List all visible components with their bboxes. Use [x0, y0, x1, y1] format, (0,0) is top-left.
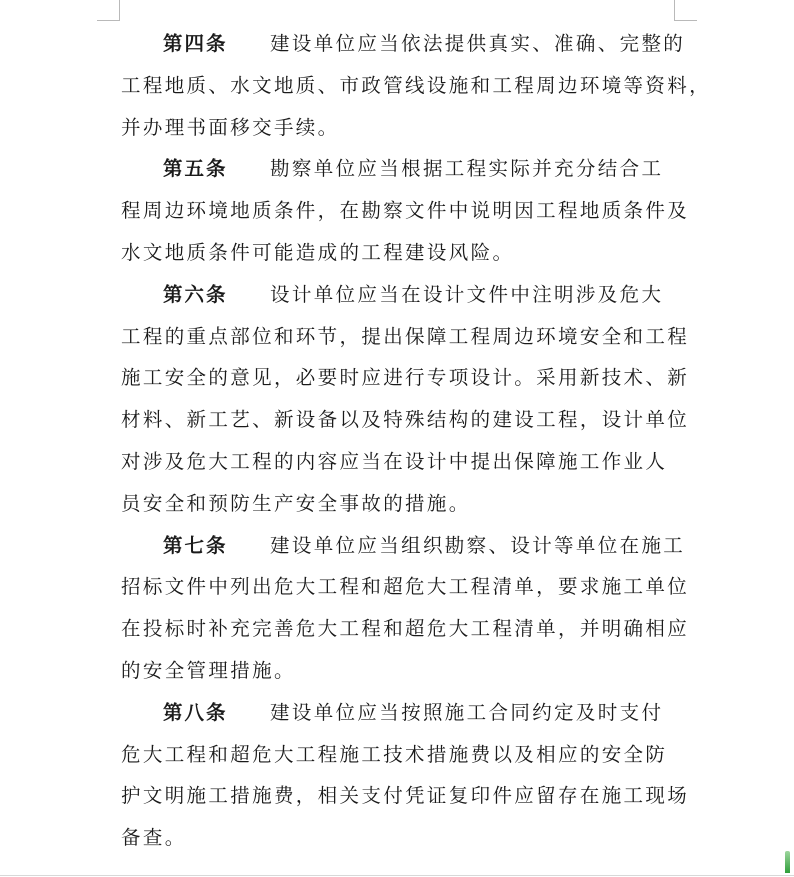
article-heading: 第五条: [163, 157, 228, 181]
article-text-line: 水文地质条件可能造成的工程建设风险。: [121, 240, 515, 264]
article-text-line: 工程的重点部位和环节，提出保障工程周边环境安全和工程: [121, 324, 690, 348]
article-first-line: [121, 692, 676, 734]
article-text: 建设单位应当组织勘察、设计等单位在施工: [270, 533, 686, 557]
article-text-line: 在投标时补充完善危大工程和超危大工程清单，并明确相应: [121, 617, 690, 641]
article-text-line: 工程地质、水文地质、市政管线设施和工程周边环境等资料，: [121, 73, 711, 97]
article-text-line: 并办理书面移交手续。: [121, 115, 340, 139]
article-6: [121, 274, 690, 525]
article-text-line: 招标文件中列出危大工程和超危大工程清单，要求施工单位: [121, 575, 690, 599]
article-heading: 第六条: [163, 282, 228, 306]
article-text: 勘察单位应当根据工程实际并充分结合工: [270, 157, 664, 181]
scroll-indicator-mark: [785, 851, 790, 873]
article-first-line: [121, 148, 676, 190]
article-text: 建设单位应当依法提供真实、准确、完整的: [270, 32, 686, 55]
article-text-line: 备查。: [121, 826, 187, 850]
article-text-line: 材料、新工艺、新设备以及特殊结构的建设工程，设计单位: [121, 408, 690, 432]
article-text-line: 护文明施工措施费，相关支付凭证复印件应留存在施工现场: [121, 784, 690, 808]
article-text-line: 危大工程和超危大工程施工技术措施费以及相应的安全防: [121, 742, 668, 766]
article-4: [121, 23, 711, 148]
article-text: 设计单位应当在设计文件中注明涉及危大: [270, 282, 664, 306]
article-5: [121, 148, 690, 273]
article-first-line: [121, 525, 686, 567]
document-body: [121, 23, 711, 859]
article-first-line: [121, 23, 686, 65]
article-heading: 第八条: [163, 700, 228, 724]
article-text-line: 程周边环境地质条件，在勘察文件中说明因工程地质条件及: [121, 199, 690, 223]
article-text: 建设单位应当按照施工合同约定及时支付: [270, 700, 664, 724]
article-heading: 第七条: [163, 533, 228, 557]
article-8: [121, 692, 690, 859]
article-7: [121, 525, 690, 692]
page-bottom-border: [0, 875, 794, 876]
article-text-line: 对涉及危大工程的内容应当在设计中提出保障施工作业人: [121, 449, 668, 473]
article-first-line: [121, 274, 676, 316]
article-text-line: 员安全和预防生产安全事故的措施。: [121, 491, 471, 515]
left-margin-corner-mark: [97, 0, 120, 21]
article-text-line: 的安全管理措施。: [121, 658, 296, 682]
article-heading: 第四条: [163, 32, 228, 55]
right-margin-corner-mark: [674, 0, 697, 21]
article-text-line: 施工安全的意见，必要时应进行专项设计。采用新技术、新: [121, 366, 690, 390]
